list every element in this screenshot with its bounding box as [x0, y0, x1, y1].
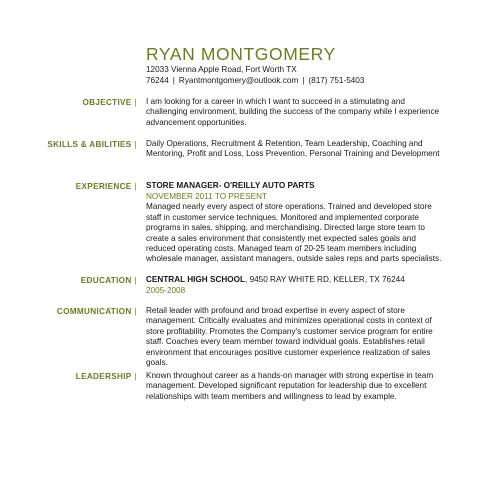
- employer: - O'REILLY AUTO PARTS: [218, 181, 315, 190]
- resume-header: [146, 44, 364, 86]
- label-divider: |: [134, 140, 137, 149]
- job-title-line: [146, 181, 446, 191]
- label-divider: |: [134, 372, 137, 381]
- section-label-text: EXPERIENCE: [75, 182, 132, 191]
- skills-text: Daily Operations, Recruitment & Retention, Team Leadership, Coaching and Mentoring, Profit and Loss, Loss Prevention, Personal Training and Development: [146, 139, 440, 159]
- section-body: [146, 181, 446, 265]
- communication-text: Retail leader with profound and broad expertise in every aspect of store management. Critically evaluates and minimizes operational costs in context of store profitability. Promotes the Company's customer service program for entire staff. Coaches every team member toward individual goals. Establishes retail environment that encourages positive customer experience realization of sales goals.: [146, 306, 433, 368]
- separator: |: [172, 76, 175, 85]
- section-label: [81, 275, 137, 286]
- label-divider: |: [134, 98, 137, 107]
- education-dates: 2005-2008: [146, 286, 186, 296]
- label-divider: |: [134, 307, 137, 316]
- section-label: [47, 139, 137, 150]
- school-name: CENTRAL HIGH SCHOOL: [146, 275, 246, 284]
- section-label-text: OBJECTIVE: [82, 98, 132, 107]
- leadership-text: Known throughout career as a hands-on manager with strong expertise in team management. Developed significant reputation for leadership due to excellent relationships with team members and willingness to lead by example.: [146, 371, 434, 401]
- section-body: [146, 371, 446, 402]
- experience-text: Managed nearly every aspect of store operations. Trained and developed store staff in customer service techniques. Monitored and implemented corporate programs in sales, shipping, and merchandising. Directed large store team to create a sales environment that consistently met expected sales goals and reduced operating costs. Managed team of 20-25 team members including wholesale manager, assistant managers, outside sales reps and parts specialists.: [146, 202, 442, 264]
- phone-number: (817) 751-5403: [308, 76, 365, 85]
- school-address: , 9450 RAY WHITE RD, KELLER, TX 76244: [245, 275, 405, 284]
- section-label-text: LEADERSHIP: [75, 372, 132, 381]
- label-divider: |: [134, 276, 137, 285]
- section-body: [146, 275, 446, 296]
- section-body: [146, 139, 446, 160]
- section-label-text: EDUCATION: [80, 276, 132, 285]
- section-label: [76, 181, 137, 192]
- job-title: STORE MANAGER: [146, 181, 219, 190]
- separator: |: [302, 76, 305, 85]
- candidate-name: RYAN MONTGOMERY: [146, 44, 336, 64]
- objective-text: I am looking for a career in which I want to succeed in a stimulating and challenging environment, building the success of the company while I experience advancement opportunities.: [146, 97, 440, 127]
- zip-code: 76244: [146, 76, 169, 85]
- label-divider: |: [134, 182, 137, 191]
- section-label: [57, 306, 137, 317]
- section-label-text: COMMUNICATION: [56, 307, 132, 316]
- section-body: [146, 306, 446, 368]
- section-label: [82, 97, 137, 108]
- school-line: [146, 275, 446, 285]
- section-label-text: SKILLS & ABILITIES: [47, 140, 132, 149]
- section-label: [76, 371, 137, 382]
- section-body: [146, 97, 446, 128]
- job-dates: NOVEMBER 2011 TO PRESENT: [146, 192, 268, 202]
- email-address: Ryantmontgomery@outlook.com: [178, 76, 299, 85]
- address-line: 12033 Vienna Apple Road, Fort Worth TX: [146, 65, 297, 74]
- contact-line: [146, 75, 364, 86]
